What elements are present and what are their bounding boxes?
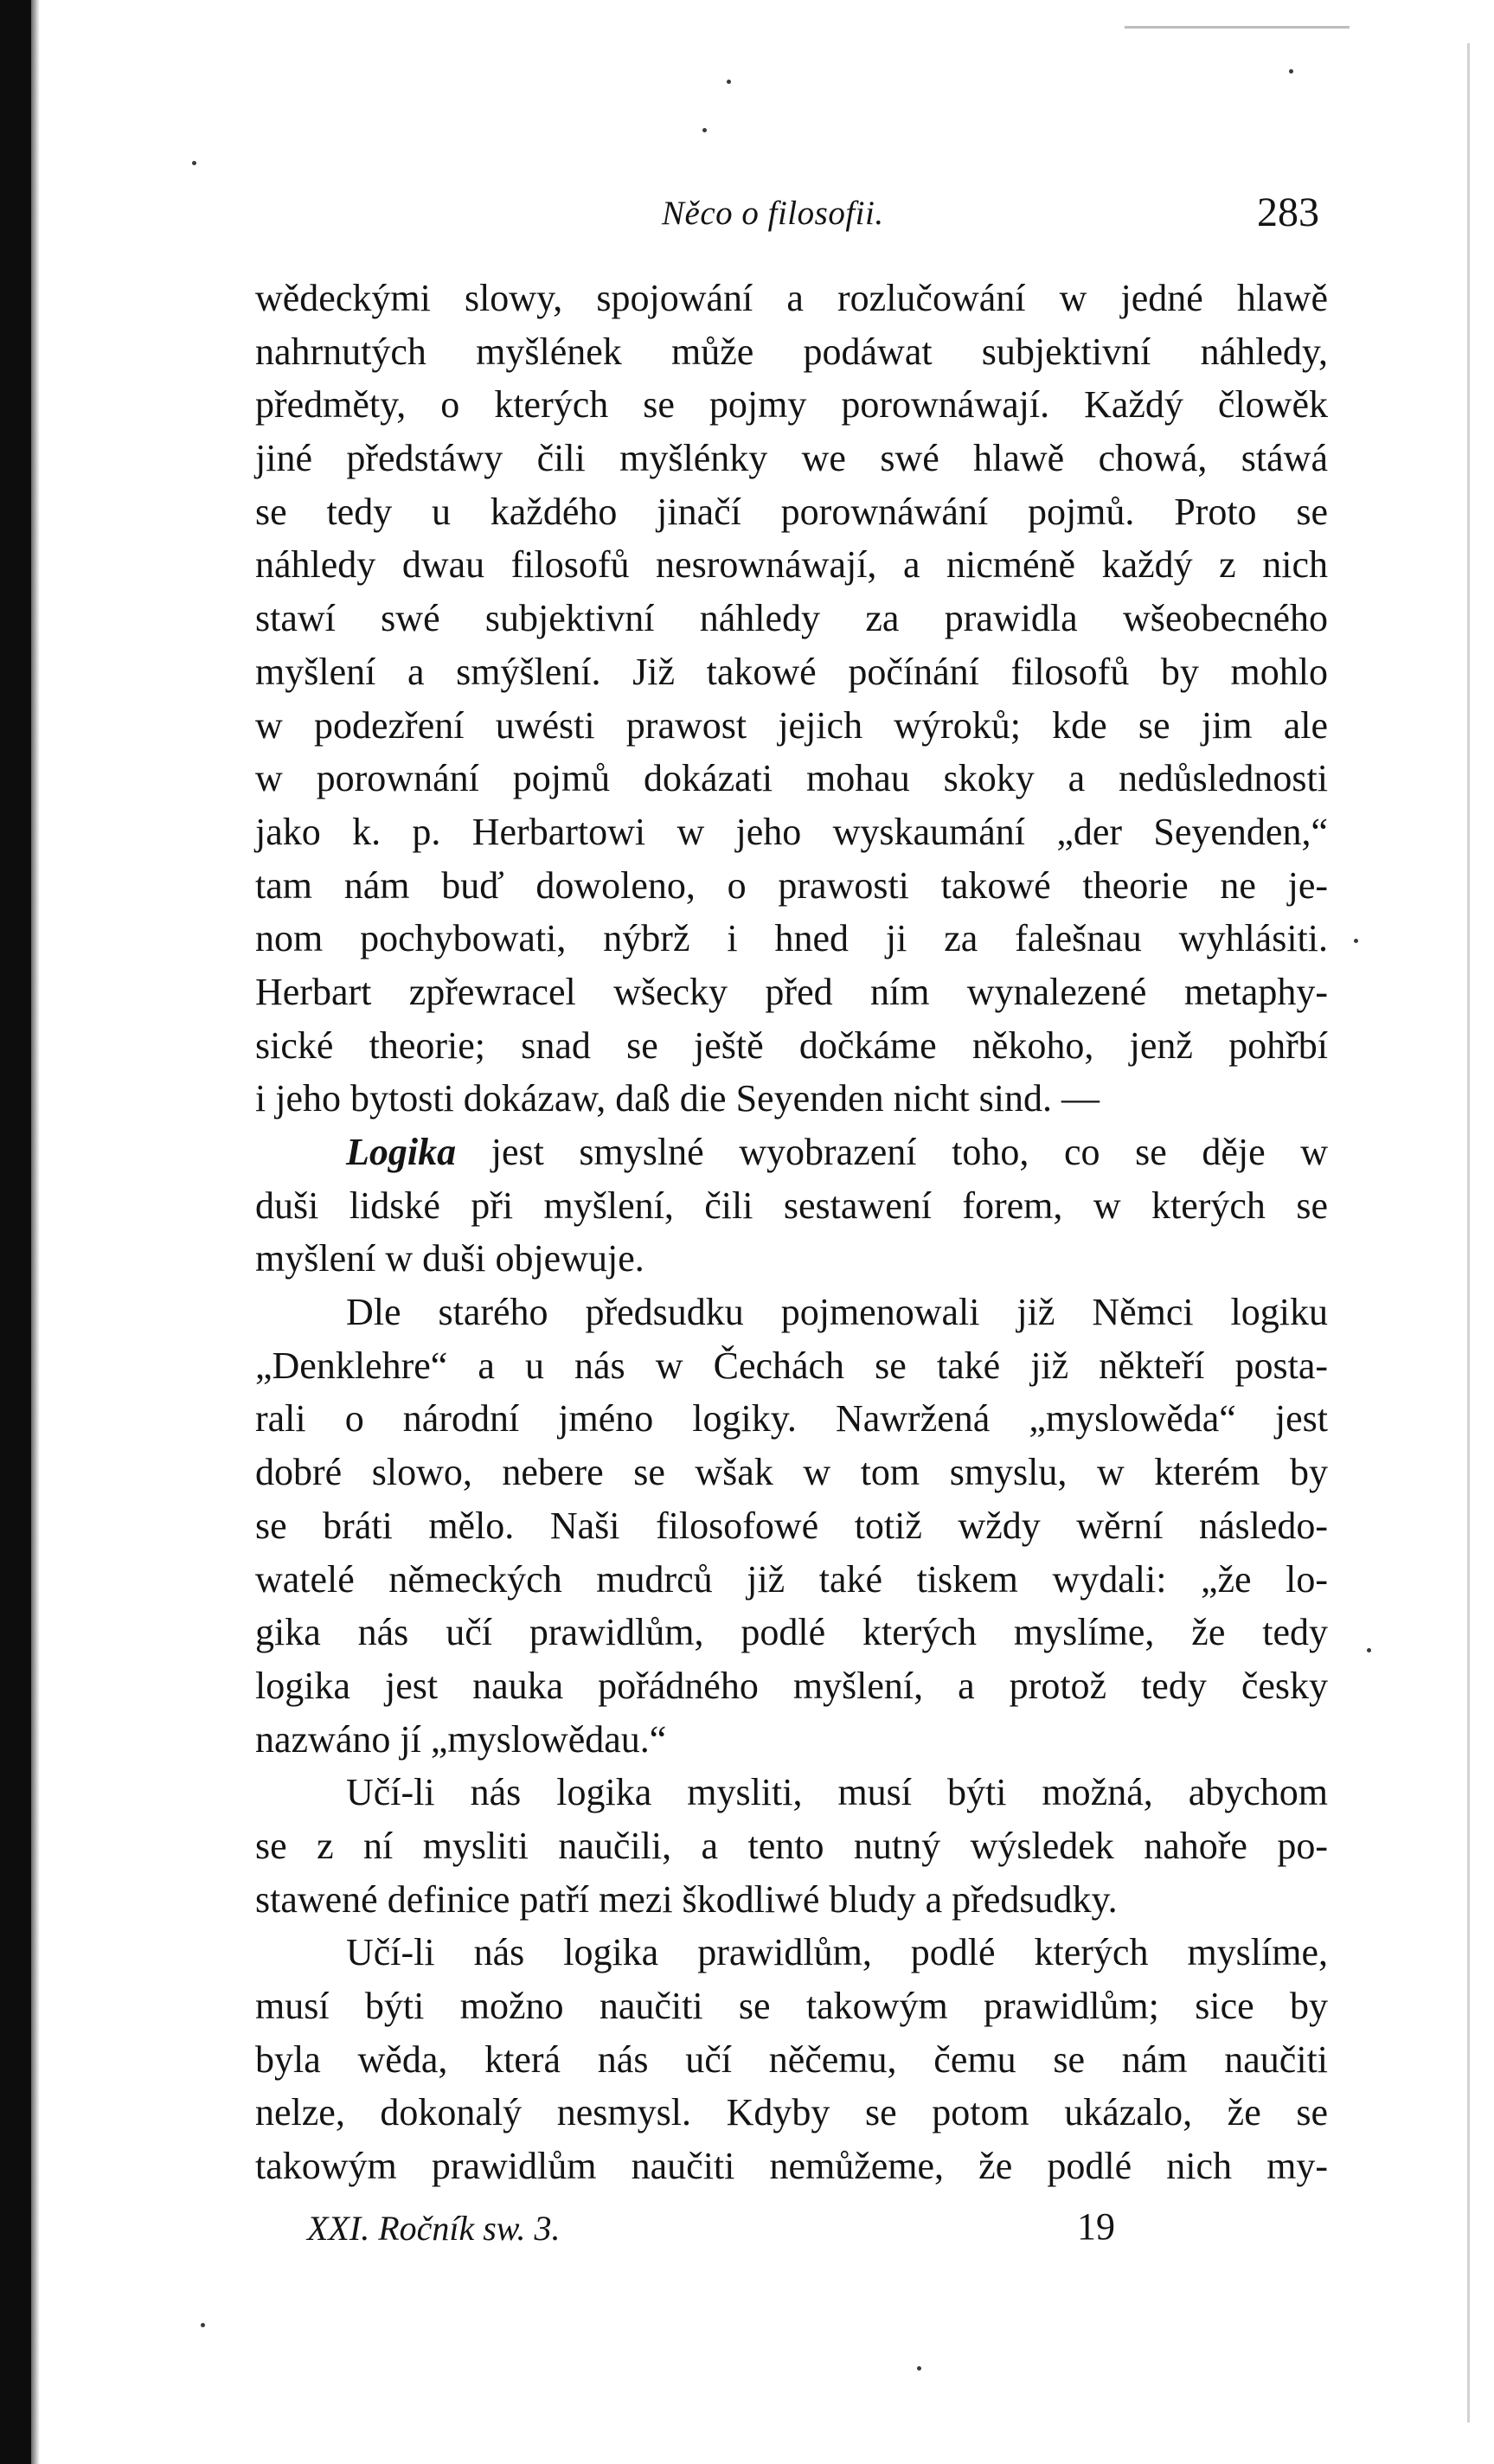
text-line: se z ní mysliti naučili, a tento nutný wýsledek nahoře po-	[255, 1824, 1328, 1867]
text-line: musí býti možno naučiti se takowým prawidlům; sice by	[255, 1985, 1328, 2027]
scan-speck	[1367, 1648, 1371, 1652]
scan-speck	[192, 161, 196, 165]
scan-edge-shadow	[31, 0, 40, 2464]
text-line: myšlení w duši objewuje.	[255, 1237, 644, 1280]
body-text	[255, 272, 1328, 2193]
text-line: byla wěda, která nás učí něčemu, čemu se nám naučiti	[255, 2037, 1328, 2081]
text-line: jiné předstáwy čili myšlénky we swé hlawě chowá, stáwá	[255, 437, 1328, 480]
text-line: i jeho bytosti dokázaw, daß die Seyenden nicht sind. —	[255, 1077, 1100, 1120]
text-line: watelé německých mudrců již také tiskem wydali: „že lo-	[255, 1557, 1328, 1601]
scan-speck	[1354, 939, 1358, 943]
text-line: nahrnutých myšlének může podáwat subjektivní náhledy,	[255, 330, 1328, 373]
text-line: se bráti mělo. Naši filosofowé totiž wždy wěrní následo-	[255, 1504, 1328, 1547]
text-line: nom pochybowati, nýbrž i hned ji za falešnau wyhlásiti.	[255, 917, 1328, 960]
text-line: Herbart zpřewracel wšecky před ním wynalezené metaphy-	[255, 970, 1328, 1013]
text-line: jako k. p. Herbartowi w jeho wyskaumání „der Seyenden,“	[255, 810, 1328, 853]
scan-edge	[0, 0, 31, 2464]
text-line: nazwáno jí „myslowědau.“	[255, 1717, 667, 1761]
text-line: sické theorie; snad se ještě dočkáme někoho, jenž pohřbí	[255, 1023, 1328, 1067]
text-line: dobré slowo, nebere se wšak w tom smyslu, w kterém by	[255, 1451, 1328, 1494]
text-line: gika nás učí prawidlům, podlé kterých myslíme, že tedy	[255, 1611, 1328, 1654]
right-scan-rule	[1467, 43, 1470, 2422]
text-line: „Denklehre“ a u nás w Čechách se také již někteří posta-	[255, 1344, 1328, 1387]
text-line: rali o národní jméno logiky. Nawržená „myslowěda“ jest	[255, 1397, 1328, 1441]
scan-speck	[702, 128, 707, 132]
running-head: Něco o filosofii.	[662, 195, 884, 232]
text-line: duši lidské při myšlení, čili sestawení forem, w kterých se	[255, 1184, 1328, 1227]
text-line: se tedy u každého jinačí porownáwání pojmů. Proto se	[255, 490, 1328, 533]
text-line: logika jest nauka pořádného myšlení, a protož tedy česky	[255, 1664, 1328, 1707]
text-line-logika	[255, 1126, 1328, 1179]
scan-speck	[727, 80, 731, 84]
sheet-mark: 19	[1077, 2205, 1115, 2248]
scan-speck	[917, 2366, 921, 2371]
printer-signature: XXI. Ročník sw. 3.	[307, 2209, 561, 2248]
logika-rest: jest smyslné wyobrazení toho, co se děje w	[456, 1131, 1328, 1173]
text-line: Učí-li nás logika mysliti, musí býti možná, abychom	[346, 1771, 1328, 1814]
page-footer	[307, 2205, 1172, 2256]
text-line: předměty, o kterých se pojmy porownáwají. Každý člowěk	[255, 383, 1328, 427]
scan-speck	[1289, 69, 1293, 74]
text-line: takowým prawidlům naučiti nemůžeme, že podlé nich my-	[255, 2145, 1328, 2188]
text-line: myšlení a smýšlení. Již takowé počínání filosofů by mohlo	[255, 650, 1328, 693]
text-line: náhledy dwau filosofů nesrownáwají, a nicméně každý z nich	[255, 543, 1328, 587]
logika-lead: Logika	[346, 1131, 457, 1173]
text-line: nelze, dokonalý nesmysl. Kdyby se potom ukázalo, že se	[255, 2091, 1328, 2134]
scan-speck	[201, 2323, 205, 2327]
text-line: stawené definice patří mezi škodliwé bludy a předsudky.	[255, 1877, 1118, 1921]
text-line: w porownání pojmů dokázati mohau skoky a nedůslednosti	[255, 757, 1328, 800]
text-line: w podezření uwésti prawost jejich wýroků; kde se jim ale	[255, 703, 1328, 747]
text-line: Učí-li nás logika prawidlům, podlé kterých myslíme,	[346, 1931, 1328, 1974]
text-line: Dle starého předsudku pojmenowali již Němci logiku	[346, 1291, 1328, 1334]
page-number: 283	[1257, 189, 1319, 235]
page-header	[255, 189, 1328, 237]
top-scan-rule	[1125, 26, 1350, 29]
text-line: stawí swé subjektivní náhledy za prawidla wšeobecného	[255, 597, 1328, 640]
text-line: tam nám buď dowoleno, o prawosti takowé theorie ne je-	[255, 863, 1328, 907]
text-line: wědeckými slowy, spojowání a rozlučowání w jedné hlawě	[255, 277, 1328, 319]
